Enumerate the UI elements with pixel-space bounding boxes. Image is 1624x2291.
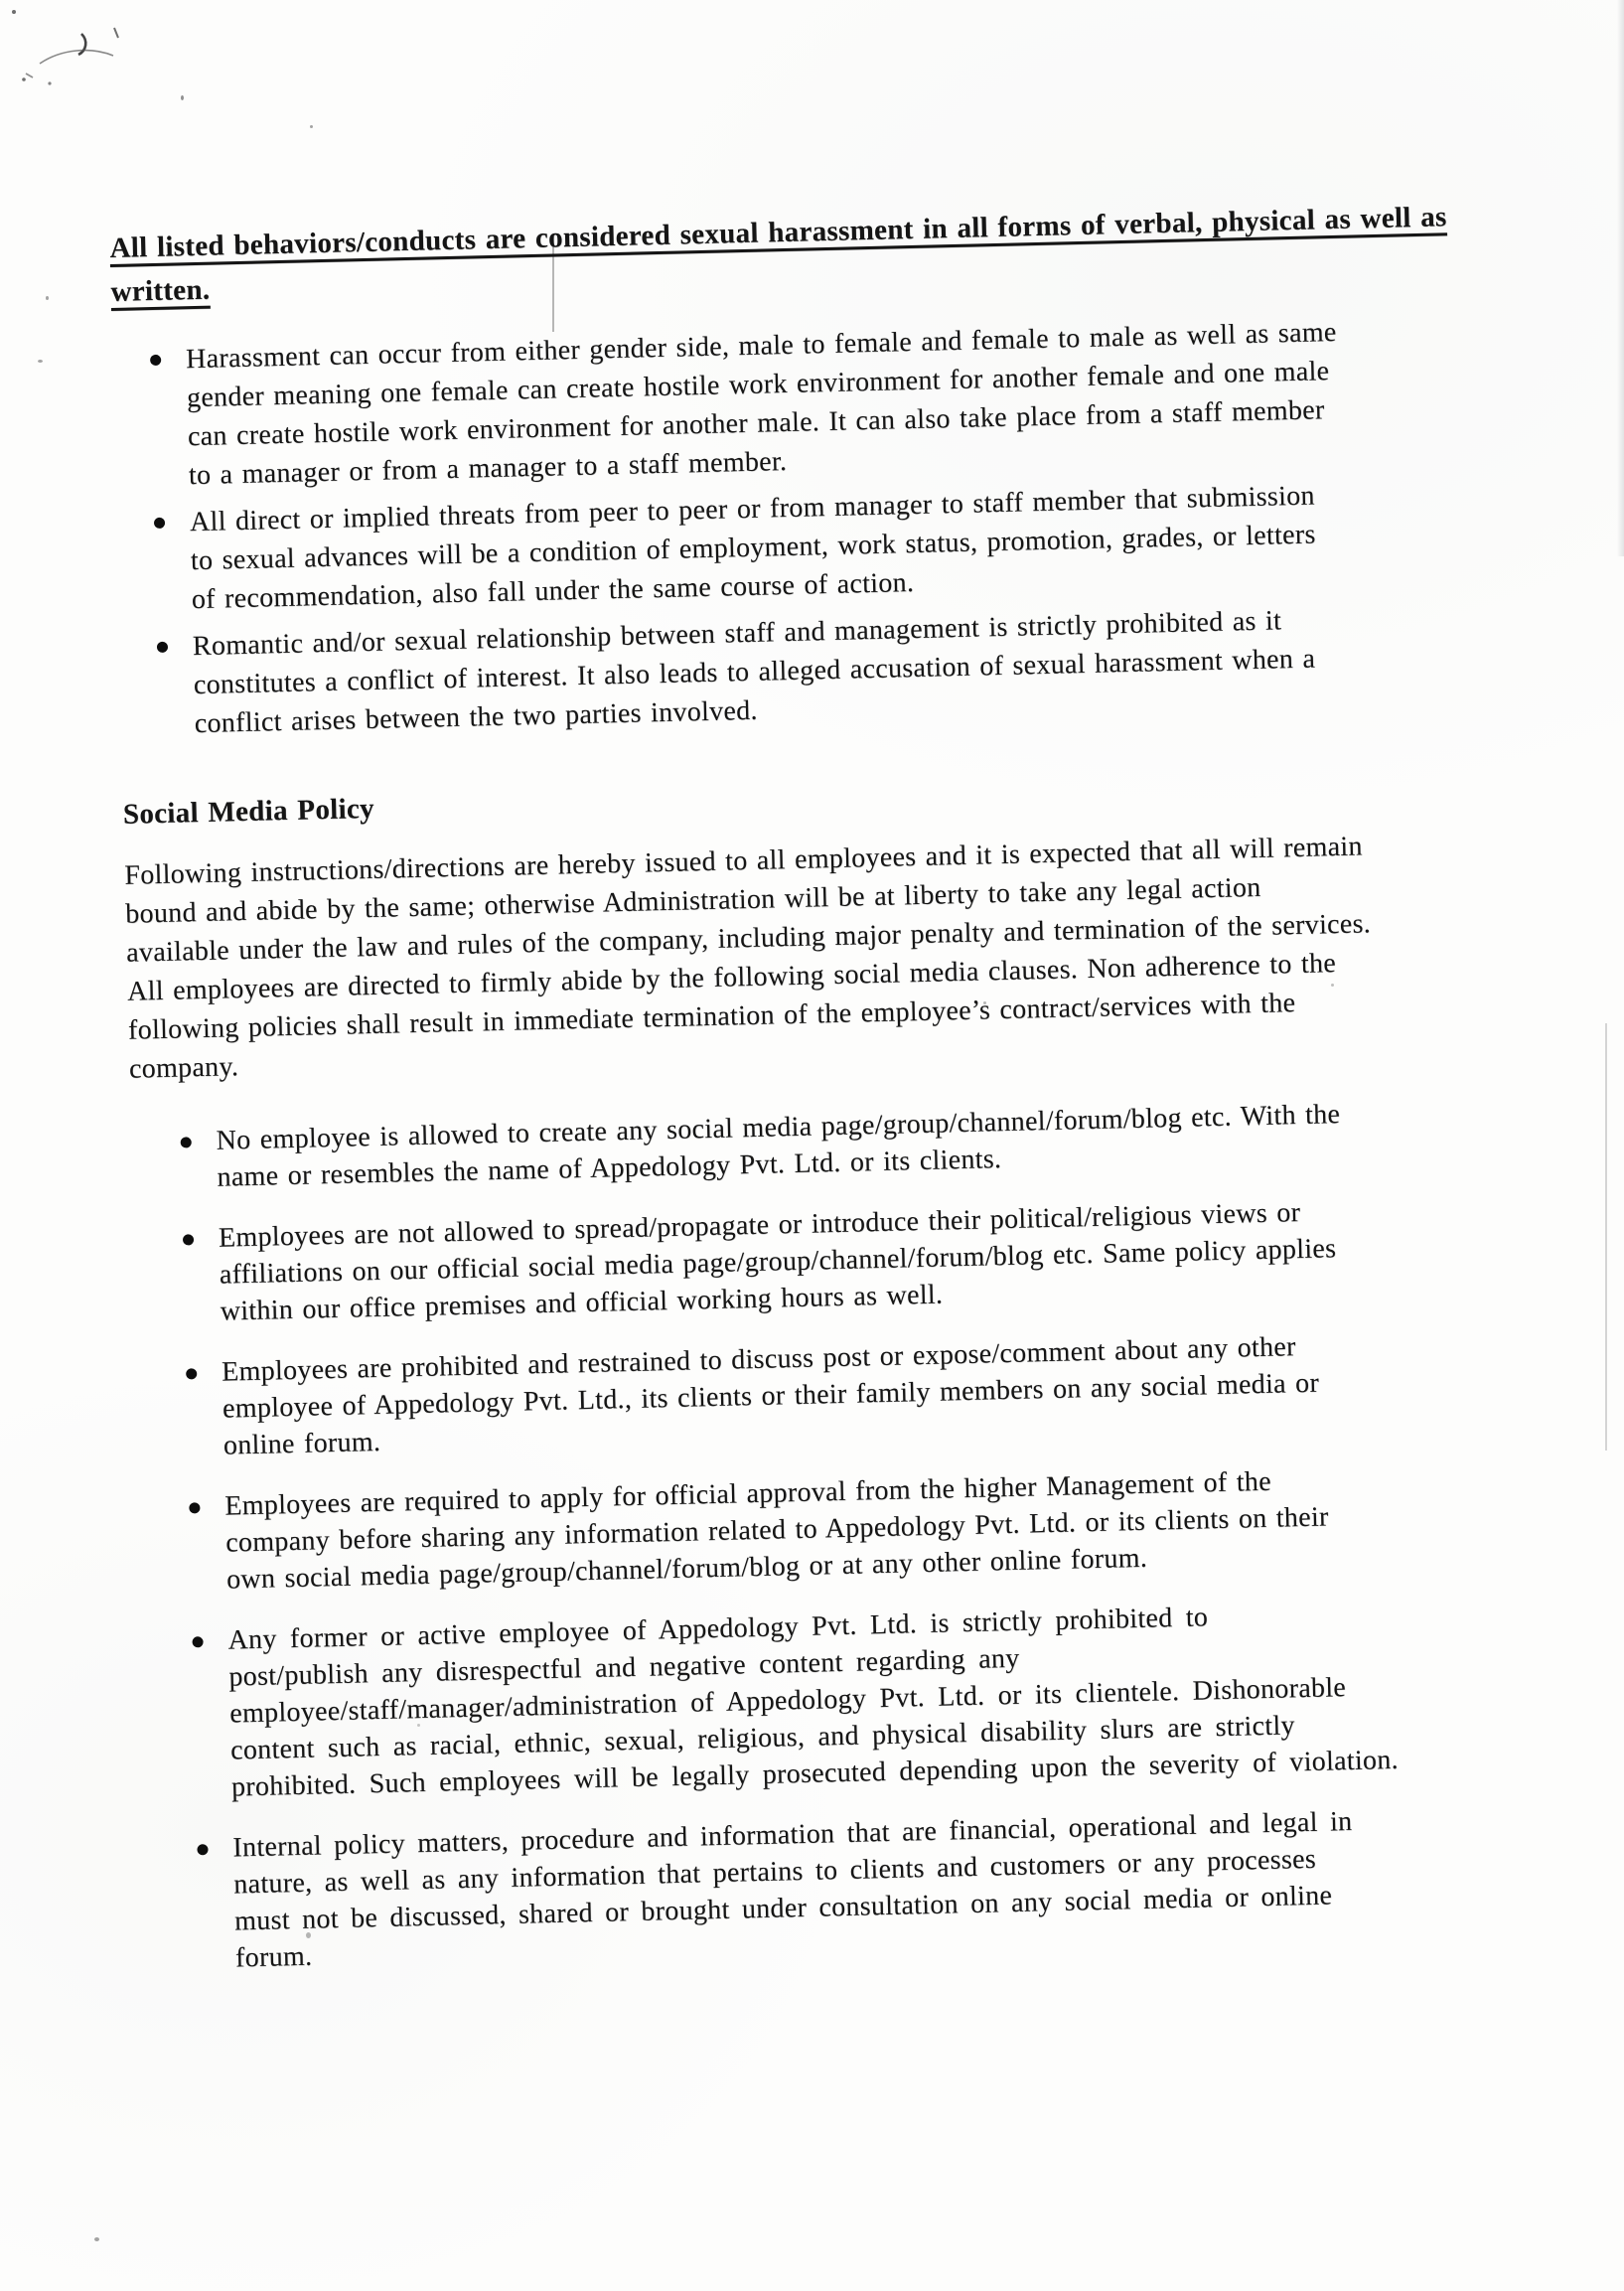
list-item [186,1321,1583,1464]
bullet-icon [157,627,194,665]
bullet-icon [154,503,191,540]
bullet-text: Employees are prohibited and restrained to discuss post or expose/comment about any other employee of Appedology Pvt. Ltd., its clients or their family members on any social media or online forum. [221,1331,1320,1461]
bullet-icon [192,1622,228,1660]
harassment-bullet-list [112,308,1566,745]
bullet-text: Internal policy matters, procedure and information that are financial, operational and legal in nature, as well as any information that pertains to clients and customers or any processes must not be discussed, shared or brought under consultation on any social media or online forum. [232,1805,1353,1974]
bullet-text: Harassment can occur from either gender side, male to female and female to male as well as same gender meaning one female can create hostile work environment for another female and one male can create hostile work environment for another male. It can also take place from a staff member to a manager or from a manager to a staff member. [185,316,1337,492]
list-item [197,1797,1595,1977]
bullet-text: Employees are required to apply for official approval from the higher Management of the company before sharing any information related to Appedology Pvt. Ltd. or its clients on their own social media page/group/channel/forum/blog or at any other online forum. [224,1465,1329,1596]
bullet-text: Romantic and/or sexual relationship between staff and management is strictly prohibited as it constitutes a conflict of interest. It also leads to alleged accusation of sexual harassment when a conflict arises between the two parties involved. [192,605,1316,740]
bullet-icon [189,1488,225,1526]
list-item [150,308,1560,496]
intro-paragraph: Following instructions/directions are hereby issued to all employees and it is expected that all will remain bound and abide by the same; otherwise Administration will be at liberty to take any legal action available under the law and rules of the company, including major penalty and termination of the services. All employees are directed to firmly abide by the following social media clauses. Non adherence to the following policies shall result in immediate termination of the employee’s contract/services with the company. [124,831,1372,1085]
bullet-icon [197,1830,233,1868]
list-item [183,1187,1580,1330]
list-item [189,1455,1586,1599]
bullet-text: Any former or active employee of Appedology Pvt. Ltd. is strictly prohibited to post/publish any disrespectful and negative content regarding any employee/staff/manager/administration of Appedology Pvt. Ltd. or its clientele. Dishonorable content such as racial, ethnic, sexual, religious, and physical disability slurs are strictly prohibited. Such employees will be legally prosecuted depending upon the severity of violation. [227,1602,1400,1803]
social-media-bullet-list [130,1090,1595,1978]
list-item [157,595,1566,744]
bullet-icon [180,1123,217,1160]
bullet-text: Employees are not allowed to spread/propagate or introduce their political/religious views or affiliations on our official social media page/group/channel/forum/blog etc. Same policy applies within our office premises and official working hours as well. [218,1197,1337,1327]
bullet-text: No employee is allowed to create any social media page/group/channel/forum/blog etc. With the name or resembles the name of Appedology Pvt. Ltd. or its clients. [216,1099,1341,1193]
bullet-text: All direct or implied threats from peer to peer or from manager to staff member that submission to sexual advances will be a condition of employment, work status, promotion, grades, or letters of recommendation, also fall under the same course of action. [189,480,1317,616]
list-item [154,471,1563,620]
list-item [192,1590,1591,1806]
scan-speck [94,2237,99,2241]
bullet-icon [150,340,187,378]
page-title: All listed behaviors/conducts are considered sexual harassment in all forms of verbal, physical as well as written. [109,201,1447,308]
bullet-icon [186,1354,222,1392]
bullet-icon [183,1220,220,1258]
section-title: Social Media Policy [122,792,375,831]
list-item [180,1090,1576,1196]
